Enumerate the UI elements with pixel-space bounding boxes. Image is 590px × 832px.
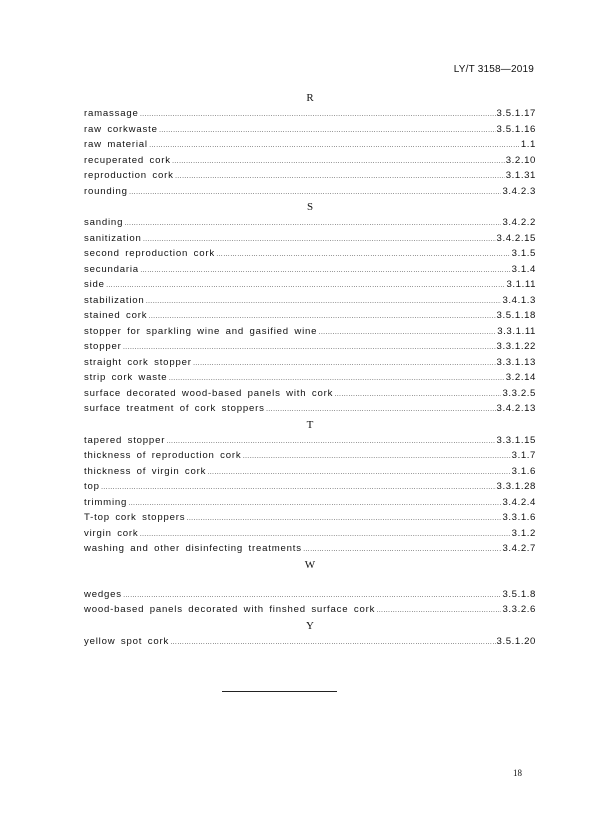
entry-ref: 3.3.1.28: [496, 481, 536, 492]
entry-term: reproduction cork: [84, 170, 174, 181]
dot-leader: [186, 510, 501, 527]
entry-ref: 3.1.7: [511, 450, 536, 461]
dot-leader: [376, 602, 501, 619]
page-number: 18: [513, 768, 522, 778]
spacer: [84, 573, 536, 587]
entry-ref: 3.3.2.6: [502, 604, 536, 615]
entry-ref: 3.4.2.13: [496, 403, 536, 414]
entry-term: secundaria: [84, 263, 139, 275]
dot-leader: [159, 122, 496, 139]
dot-leader: [123, 587, 502, 604]
entry-ref: 3.1.31: [505, 170, 536, 181]
index-entry: [84, 262, 536, 278]
entry-ref: 3.3.1.13: [496, 356, 536, 368]
index-entry: [84, 246, 536, 262]
index-entry: [84, 386, 536, 402]
entry-term: wood-based panels decorated with finshed surface cork: [84, 604, 376, 615]
index-entry: [84, 184, 536, 200]
entry-term: thickness of reproduction cork: [84, 450, 242, 461]
entry-term: straight cork stopper: [84, 356, 192, 368]
entry-ref: 3.1.6: [511, 465, 536, 477]
dot-leader: [124, 215, 501, 232]
entry-ref: 3.4.2.15: [496, 232, 536, 244]
entry-term: stabilization: [84, 294, 145, 306]
dot-leader: [101, 479, 496, 496]
entry-term: tapered stopper: [84, 434, 166, 446]
index-entry: [84, 137, 536, 153]
dot-leader: [128, 495, 501, 512]
entry-ref: 3.5.1.20: [496, 635, 536, 647]
dot-leader: [106, 277, 506, 294]
dot-leader: [172, 153, 505, 170]
dot-leader: [149, 137, 520, 154]
entry-term: stopper: [84, 341, 122, 352]
dot-leader: [318, 324, 496, 341]
entry-term: ramassage: [84, 108, 139, 119]
index-entry: [84, 510, 536, 526]
index-entry: [84, 370, 536, 386]
index-entry: [84, 355, 536, 371]
entry-ref: 3.3.1.22: [496, 341, 536, 352]
index-entry: [84, 401, 536, 417]
index-entry: [84, 495, 536, 511]
dot-leader: [140, 526, 511, 543]
index-entry: [84, 122, 536, 138]
dot-leader: [168, 370, 504, 387]
index-entry: [84, 479, 536, 495]
dot-leader: [146, 293, 502, 310]
entry-ref: 3.2.10: [505, 154, 536, 166]
dot-leader: [303, 541, 502, 558]
end-of-document-rule: [222, 691, 337, 692]
index-entry: [84, 587, 536, 603]
dot-leader: [175, 168, 505, 185]
dot-leader: [216, 246, 511, 263]
standard-code: LY/T 3158—2019: [453, 64, 534, 75]
entry-term: thickness of virgin cork: [84, 465, 207, 477]
entry-term: recuperated cork: [84, 154, 171, 166]
index-entry: [84, 339, 536, 355]
entry-term: surface treatment of cork stoppers: [84, 403, 265, 414]
entry-ref: 3.5.1.8: [502, 588, 536, 600]
dot-leader: [140, 262, 511, 279]
index-entry: [84, 526, 536, 542]
index-entry: [84, 324, 536, 340]
index-entry: [84, 541, 536, 557]
index-entry: [84, 215, 536, 231]
entry-ref: 3.4.2.4: [502, 496, 536, 508]
entry-term: T-top cork stoppers: [84, 512, 186, 523]
dot-leader: [266, 401, 496, 418]
entry-term: wedges: [84, 588, 122, 600]
dot-leader: [193, 355, 496, 372]
entry-ref: 3.5.1.17: [496, 108, 536, 119]
entry-term: sanitization: [84, 232, 142, 244]
entry-term: raw material: [84, 139, 148, 150]
entry-ref: 3.2.14: [505, 372, 536, 383]
index-entry: [84, 464, 536, 480]
section-letter-s: S: [306, 201, 314, 213]
dot-leader: [170, 634, 495, 651]
entry-ref: 3.4.1.3: [502, 294, 536, 306]
entry-ref: 3.5.1.18: [496, 310, 536, 321]
entry-term: trimming: [84, 496, 128, 508]
entry-ref: 3.1.4: [511, 263, 536, 275]
dot-leader: [242, 448, 510, 465]
dot-leader: [166, 433, 495, 450]
index-entry: [84, 277, 536, 293]
entry-ref: 3.3.2.5: [502, 387, 536, 399]
entry-term: yellow spot cork: [84, 635, 170, 647]
index-entry: [84, 293, 536, 309]
dot-leader: [207, 464, 510, 481]
entry-term: top: [84, 481, 100, 492]
entry-ref: 3.3.1.6: [502, 512, 536, 523]
dot-leader: [334, 386, 501, 403]
entry-ref: 3.4.2.2: [502, 217, 536, 228]
dot-leader: [129, 184, 502, 201]
dot-leader: [123, 339, 496, 356]
entry-term: rounding: [84, 185, 128, 197]
entry-ref: 3.3.1.11: [497, 325, 536, 337]
index-entry: [84, 106, 536, 122]
entry-ref: 3.5.1.16: [496, 123, 536, 135]
entry-ref: 3.3.1.15: [496, 434, 536, 446]
entry-term: strip cork waste: [84, 372, 168, 383]
dot-leader: [140, 106, 496, 123]
entry-ref: 3.4.2.3: [502, 185, 536, 197]
entry-term: stained cork: [84, 310, 148, 321]
index-entry: [84, 448, 536, 464]
section-letter-y: Y: [306, 619, 314, 632]
entry-term: surface decorated wood-based panels with cork: [84, 387, 334, 399]
entry-term: raw corkwaste: [84, 123, 158, 135]
entry-ref: 3.1.11: [506, 279, 536, 290]
dot-leader: [143, 231, 496, 248]
section-letter-w: W: [304, 558, 316, 571]
index-entry: [84, 433, 536, 449]
entry-ref: 3.1.2: [511, 527, 536, 539]
index-entry: [84, 231, 536, 247]
entry-ref: 3.1.5: [511, 248, 536, 259]
index-entry: [84, 168, 536, 184]
section-letter-r: R: [306, 92, 314, 104]
index-entry: [84, 308, 536, 324]
entry-term: sanding: [84, 217, 124, 228]
index-entry: [84, 153, 536, 169]
dot-leader: [148, 308, 495, 325]
term-index: [84, 90, 536, 649]
entry-ref: 1.1: [520, 139, 536, 150]
index-entry: [84, 634, 536, 650]
entry-term: virgin cork: [84, 527, 139, 539]
entry-term: stopper for sparkling wine and gasified wine: [84, 325, 318, 337]
entry-ref: 3.4.2.7: [502, 543, 536, 554]
entry-term: washing and other disinfecting treatments: [84, 543, 302, 554]
section-letter-t: T: [306, 418, 314, 431]
index-entry: [84, 602, 536, 618]
entry-term: side: [84, 279, 105, 290]
entry-term: second reproduction cork: [84, 248, 215, 259]
